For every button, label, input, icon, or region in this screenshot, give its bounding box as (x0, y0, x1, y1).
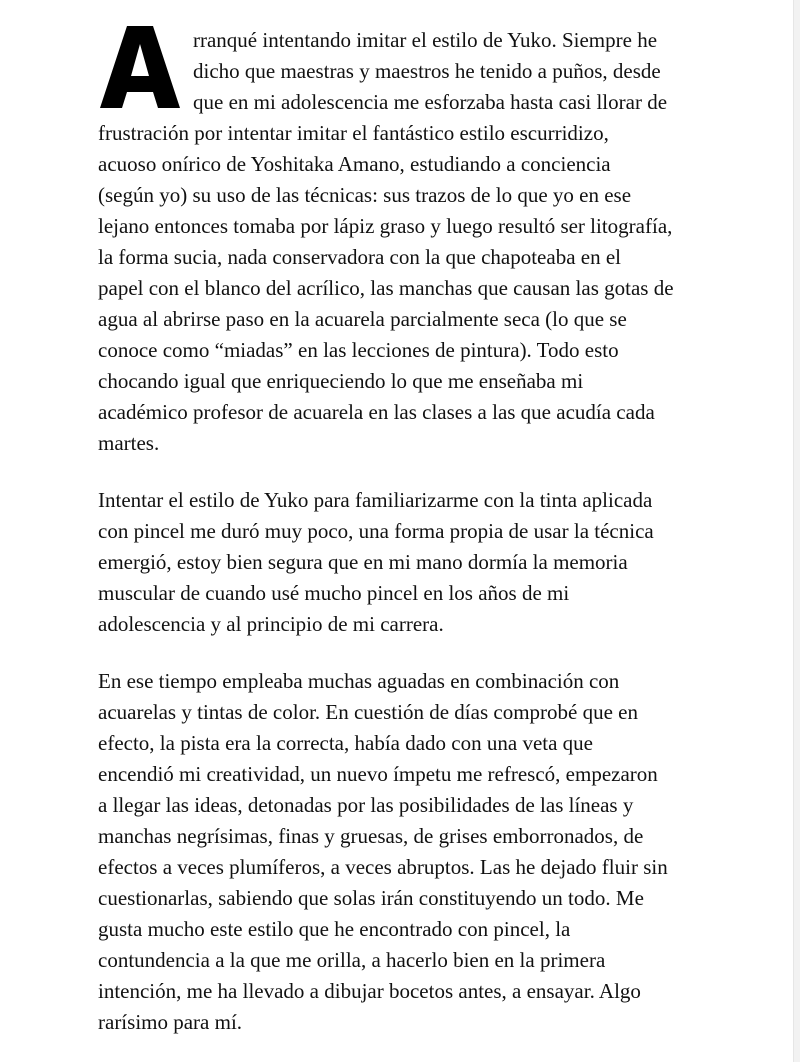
text-line: conoce como “miadas” en las lecciones de pintura). Todo esto (98, 338, 619, 362)
text-line: que en mi adolescencia me esforzaba hasta casi llorar de (193, 90, 668, 114)
text-line: acuarelas y tintas de color. En cuestión de días comprobé que en (98, 700, 638, 724)
text-line: lejano entonces tomaba por lápiz graso y luego resultó ser litografía, (98, 214, 673, 238)
text-line: efectos a veces plumíferos, a veces abruptos. Las he dejado fluir sin (98, 855, 668, 879)
text-line: cuestionarlas, sabiendo que solas irán constituyendo un todo. Me (98, 886, 644, 910)
text-line: emergió, estoy bien segura que en mi mano dormía la memoria (98, 550, 628, 574)
text-line: frustración por intentar imitar el fantástico estilo escurridizo, (98, 121, 609, 145)
text-line: gusta mucho este estilo que he encontrado con pincel, la (98, 917, 571, 941)
scrollbar[interactable] (793, 0, 800, 1062)
text-line: académico profesor de acuarela en las clases a las que acudía cada (98, 400, 655, 424)
text-line: manchas negrísimas, finas y gruesas, de grises emborronados, de (98, 824, 644, 848)
paragraph-3 (98, 666, 704, 1038)
text-line: intención, me ha llevado a dibujar bocetos antes, a ensayar. Algo (98, 979, 641, 1003)
text-line: papel con el blanco del acrílico, las manchas que causan las gotas de (98, 276, 674, 300)
text-line: muscular de cuando usé mucho pincel en los años de mi (98, 581, 570, 605)
text-line: a llegar las ideas, detonadas por las posibilidades de las líneas y (98, 793, 634, 817)
text-line: con pincel me duró muy poco, una forma propia de usar la técnica (98, 519, 654, 543)
paragraph-1 (98, 25, 704, 459)
text-line: rranqué intentando imitar el estilo de Yuko. Siempre he (193, 28, 658, 52)
text-line: chocando igual que enriqueciendo lo que me enseñaba mi (98, 369, 584, 393)
text-line: rarísimo para mí. (98, 1010, 243, 1034)
text-line: la forma sucia, nada conservadora con la que chapoteaba en el (98, 245, 621, 269)
text-line: efecto, la pista era la correcta, había dado con una veta que (98, 731, 593, 755)
article-body (98, 25, 704, 1064)
text-line: (según yo) su uso de las técnicas: sus trazos de lo que yo en ese (98, 183, 632, 207)
text-line: contundencia a la que me orilla, a hacerlo bien en la primera (98, 948, 606, 972)
text-line: martes. (98, 431, 160, 455)
text-line: agua al abrirse paso en la acuarela parcialmente seca (lo que se (98, 307, 627, 331)
paragraph-2 (98, 485, 704, 640)
text-line: acuoso onírico de Yoshitaka Amano, estudiando a conciencia (98, 152, 611, 176)
text-line: En ese tiempo empleaba muchas aguadas en combinación con (98, 669, 620, 693)
dropcap-glyph (100, 26, 180, 108)
text-line: adolescencia y al principio de mi carrera. (98, 612, 444, 636)
dropcap-letter (100, 26, 180, 108)
text-line: Intentar el estilo de Yuko para familiarizarme con la tinta aplicada (98, 488, 653, 512)
text-line: dicho que maestras y maestros he tenido a puños, desde (193, 59, 661, 83)
text-line: encendió mi creatividad, un nuevo ímpetu me refrescó, empezaron (98, 762, 658, 786)
